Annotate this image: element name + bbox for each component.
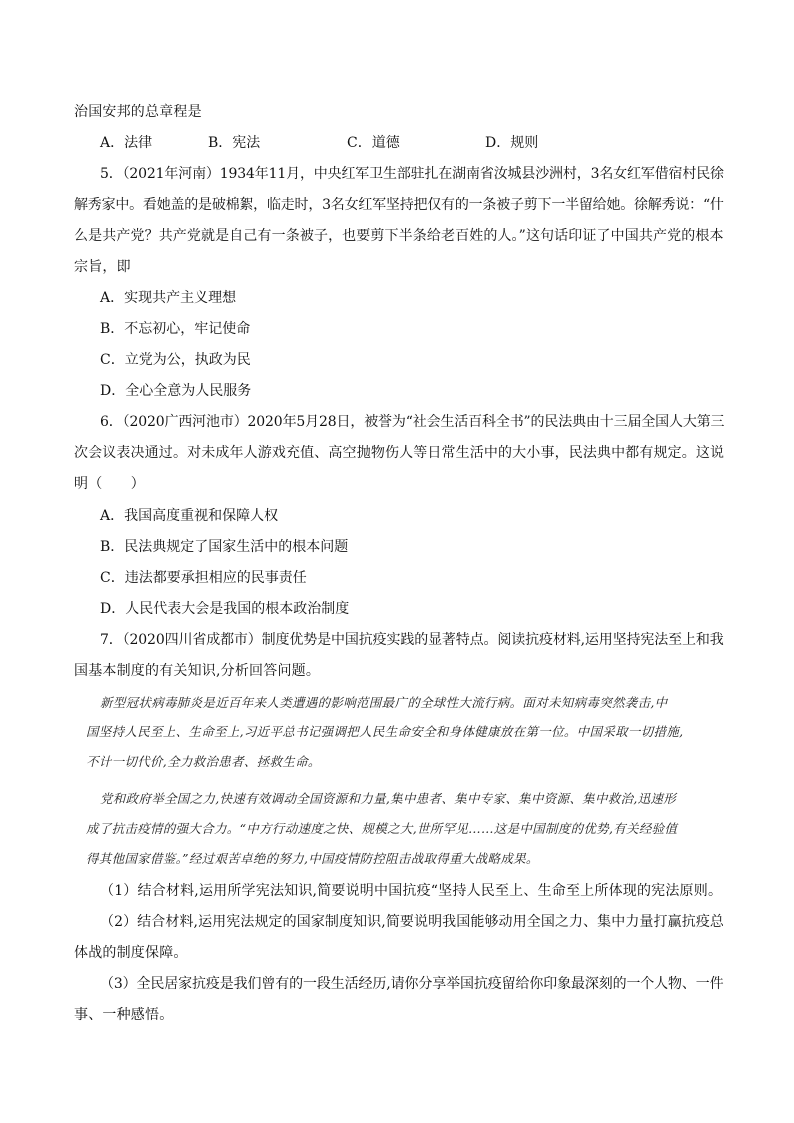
q7-stem-line2: 国基本制度的有关知识,分析回答问题。 xyxy=(74,663,321,679)
q4-stem-tail: 治国安邦的总章程是 xyxy=(74,104,202,120)
q7-material-line4: 党和政府举全国之力,快速有效调动全国资源和力量,集中患者、集中专家、集中资源、集中救治,迅速形 xyxy=(100,791,677,806)
q5-option-c: C．立党为公，执政为民 xyxy=(100,352,251,368)
q7-material-line2: 国坚持人民至上、生命至上,习近平总书记强调把人民生命安全和身体健康放在第一位。中国采取一切措施, xyxy=(86,724,684,739)
q6-option-d: D．人民代表大会是我国的根本政治制度 xyxy=(100,601,350,617)
q7-material-line1: 新型冠状病毒肺炎是近百年来人类遭遇的影响范围最广的全球性大流行病。面对未知病毒突然袭击,中 xyxy=(100,695,668,710)
q6-stem-line3: 明（ ） xyxy=(74,476,145,492)
q6-option-c: C．违法都要承担相应的民事责任 xyxy=(100,570,307,586)
q7-material-line6: 得其他国家借鉴。”经过艰苦卓绝的努力,中国疫情防控阻击战取得重大战略成果。 xyxy=(86,851,539,866)
q4-option-d: D．规则 xyxy=(485,135,539,151)
q6-stem-line2: 次会议表决通过。对未成年人游戏充值、高空抛物伤人等日常生活中的大小事，民法典中都有规定。这说 xyxy=(74,445,725,461)
q6-stem-line1: 6．（2020广西河池市）2020年5月28日，被誉为“社会生活百科全书”的民法典由十三届全国人大第三 xyxy=(100,414,725,430)
q5-stem-line4: 宗旨，即 xyxy=(74,259,131,275)
q7-sub2-line2: 体战的制度保障。 xyxy=(74,945,188,961)
q4-option-a: A．法律 xyxy=(100,135,153,151)
q7-material-line3: 不计一切代价,全力救治患者、拯救生命。 xyxy=(86,754,321,769)
q6-option-a: A．我国高度重视和保障人权 xyxy=(100,508,279,524)
q7-sub1: （1）结合材料,运用所学宪法知识,简要说明中国抗疫“坚持人民至上、生命至上所体现的宪法原则。 xyxy=(100,883,723,899)
q7-material-line5: 成了抗击疫情的强大合力。“中方行动速度之快、规模之大,世所罕见……这是中国制度的优势,有关经验值 xyxy=(86,821,678,836)
q7-sub2-line1: （2）结合材料,运用宪法规定的国家制度知识,简要说明我国能够动用全国之力、集中力量打赢抗疫总 xyxy=(100,914,725,930)
q5-option-b: B．不忘初心，牢记使命 xyxy=(100,321,251,337)
q6-option-b: B．民法典规定了国家生活中的根本问题 xyxy=(100,539,349,555)
q7-sub3-line1: （3）全民居家抗疫是我们曾有的一段生活经历,请你分享举国抗疫留给你印象最深刻的一个人物、一件 xyxy=(100,976,724,992)
q7-stem-line1: 7．（2020四川省成都市）制度优势是中国抗疫实践的显著特点。阅读抗疫材料,运用坚持宪法至上和我 xyxy=(100,632,724,648)
q7-sub3-line2: 事、一种感悟。 xyxy=(74,1007,174,1023)
q5-option-d: D．全心全意为人民服务 xyxy=(100,383,252,399)
q5-stem-line1: 5．（2021年河南）1934年11月，中央红军卫生部驻扎在湖南省汝城县沙洲村，3名女红军借宿村民徐 xyxy=(100,166,724,182)
q5-stem-line2: 解秀家中。看她盖的是破棉絮，临走时，3名女红军坚持把仅有的一条被子剪下一半留给她。徐解秀说：“什 xyxy=(74,197,724,213)
q5-option-a: A．实现共产主义理想 xyxy=(100,290,237,306)
q5-stem-line3: 么是共产党？共产党就是自己有一条被子，也要剪下半条给老百姓的人。”这句话印证了中国共产党的根本 xyxy=(74,228,724,244)
q4-option-c: C．道德 xyxy=(347,135,400,151)
q4-option-b: B．宪法 xyxy=(208,135,261,151)
